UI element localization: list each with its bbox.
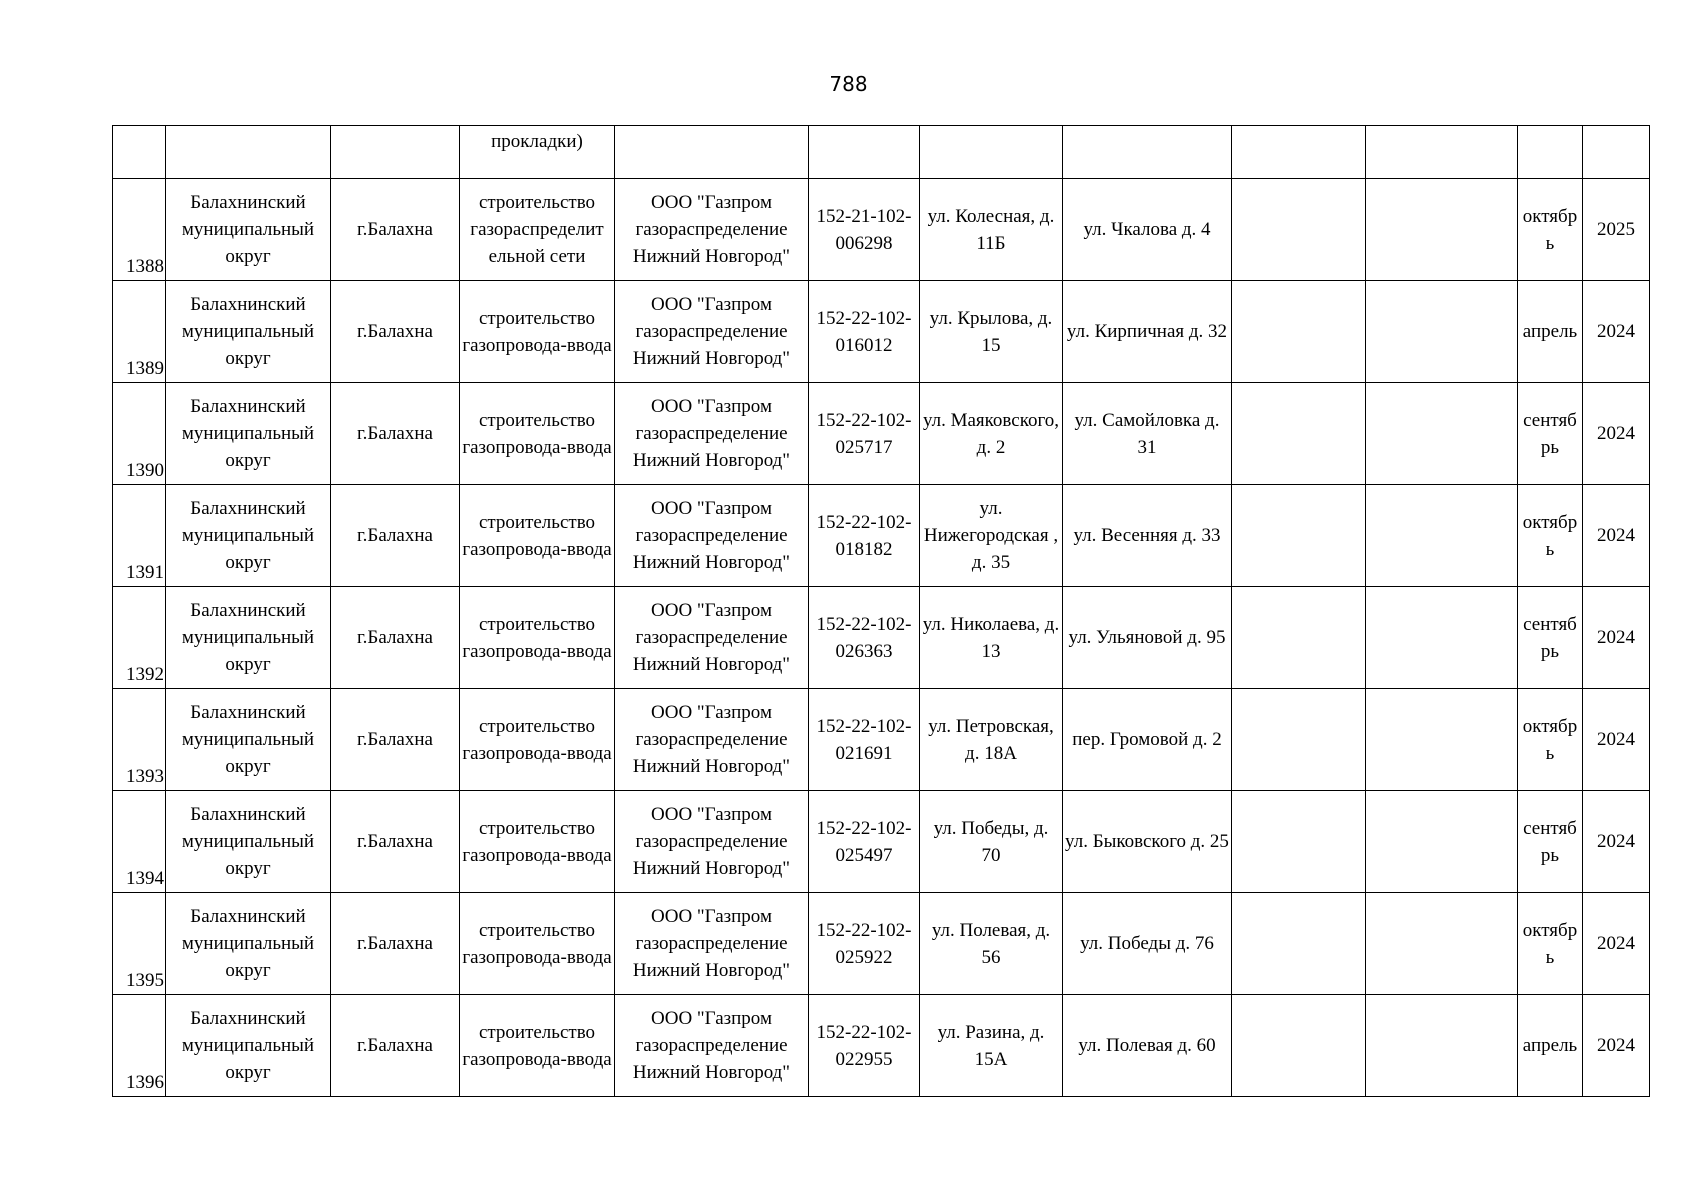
cell-district: Балахнинский муниципальный округ — [166, 383, 331, 485]
cell-month: сентяб рь — [1518, 383, 1583, 485]
cell-num: 1389 — [113, 281, 166, 383]
cell-district: Балахнинский муниципальный округ — [166, 893, 331, 995]
cell-extra2 — [1366, 383, 1518, 485]
cell-extra1 — [1232, 995, 1366, 1097]
table-row — [113, 893, 1650, 995]
cell-month: октябр ь — [1518, 893, 1583, 995]
cell-num — [113, 126, 166, 179]
cell-extra2 — [1366, 689, 1518, 791]
cell-connection: ул. Самойловка д. 31 — [1063, 383, 1232, 485]
cell-extra1 — [1232, 689, 1366, 791]
cell-extra1 — [1232, 485, 1366, 587]
table-row — [113, 383, 1650, 485]
cell-extra2 — [1366, 126, 1518, 179]
cell-address: ул. Полевая, д. 56 — [920, 893, 1063, 995]
cell-code: 152-22-102-026363 — [809, 587, 920, 689]
cell-extra2 — [1366, 587, 1518, 689]
cell-connection: пер. Громовой д. 2 — [1063, 689, 1232, 791]
cell-city: г.Балахна — [331, 791, 460, 893]
cell-work: строительство газопровода-ввода — [460, 893, 615, 995]
cell-address: ул. Победы, д. 70 — [920, 791, 1063, 893]
cell-extra1 — [1232, 791, 1366, 893]
cell-owner: ООО "Газпром газораспределение Нижний Новгород" — [615, 587, 809, 689]
table-row — [113, 791, 1650, 893]
table-body — [113, 126, 1650, 1097]
cell-num: 1392 — [113, 587, 166, 689]
table-row — [113, 485, 1650, 587]
cell-extra1 — [1232, 893, 1366, 995]
cell-work: строительство газопровода-ввода — [460, 383, 615, 485]
cell-district: Балахнинский муниципальный округ — [166, 485, 331, 587]
cell-year: 2024 — [1583, 587, 1650, 689]
cell-district — [166, 126, 331, 179]
cell-connection: ул. Чкалова д. 4 — [1063, 179, 1232, 281]
cell-owner: ООО "Газпром газораспределение Нижний Новгород" — [615, 893, 809, 995]
cell-owner — [615, 126, 809, 179]
cell-city: г.Балахна — [331, 383, 460, 485]
cell-year — [1583, 126, 1650, 179]
cell-owner: ООО "Газпром газораспределение Нижний Новгород" — [615, 179, 809, 281]
cell-extra1 — [1232, 281, 1366, 383]
cell-address: ул. Крылова, д. 15 — [920, 281, 1063, 383]
table-row — [113, 587, 1650, 689]
cell-address: ул. Николаева, д. 13 — [920, 587, 1063, 689]
cell-extra1 — [1232, 126, 1366, 179]
cell-extra2 — [1366, 893, 1518, 995]
cell-num: 1388 — [113, 179, 166, 281]
cell-address: ул. Петровская, д. 18А — [920, 689, 1063, 791]
cell-city: г.Балахна — [331, 587, 460, 689]
cell-year: 2024 — [1583, 383, 1650, 485]
cell-work: строительство газопровода-ввода — [460, 995, 615, 1097]
cell-address: ул. Колесная, д. 11Б — [920, 179, 1063, 281]
cell-month: сентяб рь — [1518, 791, 1583, 893]
cell-connection: ул. Быковского д. 25 — [1063, 791, 1232, 893]
cell-district: Балахнинский муниципальный округ — [166, 689, 331, 791]
continuation-row — [113, 126, 1650, 179]
cell-owner: ООО "Газпром газораспределение Нижний Новгород" — [615, 281, 809, 383]
cell-connection: ул. Победы д. 76 — [1063, 893, 1232, 995]
cell-year: 2024 — [1583, 893, 1650, 995]
cell-address — [920, 126, 1063, 179]
cell-num: 1395 — [113, 893, 166, 995]
cell-city: г.Балахна — [331, 995, 460, 1097]
cell-month: апрель — [1518, 281, 1583, 383]
cell-month: октябр ь — [1518, 485, 1583, 587]
cell-year: 2024 — [1583, 791, 1650, 893]
cell-extra2 — [1366, 995, 1518, 1097]
gas-connection-table — [112, 125, 1650, 1097]
cell-month: октябр ь — [1518, 179, 1583, 281]
cell-code: 152-22-102-022955 — [809, 995, 920, 1097]
cell-address: ул. Нижегородская , д. 35 — [920, 485, 1063, 587]
cell-district: Балахнинский муниципальный округ — [166, 179, 331, 281]
page-number: 788 — [829, 72, 868, 96]
cell-extra2 — [1366, 179, 1518, 281]
cell-city: г.Балахна — [331, 281, 460, 383]
cell-connection: ул. Ульяновой д. 95 — [1063, 587, 1232, 689]
table-row — [113, 995, 1650, 1097]
cell-month: апрель — [1518, 995, 1583, 1097]
cell-connection — [1063, 126, 1232, 179]
cell-address: ул. Разина, д. 15А — [920, 995, 1063, 1097]
cell-num: 1393 — [113, 689, 166, 791]
cell-city: г.Балахна — [331, 179, 460, 281]
cell-owner: ООО "Газпром газораспределение Нижний Новгород" — [615, 689, 809, 791]
cell-num: 1390 — [113, 383, 166, 485]
cell-extra2 — [1366, 791, 1518, 893]
cell-owner: ООО "Газпром газораспределение Нижний Новгород" — [615, 485, 809, 587]
cell-city: г.Балахна — [331, 893, 460, 995]
cell-city — [331, 126, 460, 179]
cell-work: строительство газопровода-ввода — [460, 689, 615, 791]
cell-work: строительство газопровода-ввода — [460, 587, 615, 689]
cell-district: Балахнинский муниципальный округ — [166, 995, 331, 1097]
table-row — [113, 689, 1650, 791]
cell-year: 2024 — [1583, 281, 1650, 383]
table-row — [113, 281, 1650, 383]
cell-num: 1396 — [113, 995, 166, 1097]
cell-work: строительство газопровода-ввода — [460, 281, 615, 383]
cell-connection: ул. Полевая д. 60 — [1063, 995, 1232, 1097]
cell-code: 152-22-102-021691 — [809, 689, 920, 791]
cell-district: Балахнинский муниципальный округ — [166, 587, 331, 689]
cell-code: 152-22-102-025922 — [809, 893, 920, 995]
cell-extra1 — [1232, 587, 1366, 689]
cell-extra1 — [1232, 383, 1366, 485]
cell-extra2 — [1366, 281, 1518, 383]
cell-city: г.Балахна — [331, 485, 460, 587]
cell-city: г.Балахна — [331, 689, 460, 791]
cell-code — [809, 126, 920, 179]
cell-year: 2024 — [1583, 689, 1650, 791]
cell-num: 1391 — [113, 485, 166, 587]
cell-work: строительство газораспределит ельной сети — [460, 179, 615, 281]
cell-year: 2025 — [1583, 179, 1650, 281]
cell-code: 152-22-102-025717 — [809, 383, 920, 485]
cell-work: прокладки) — [460, 126, 615, 179]
cell-year: 2024 — [1583, 995, 1650, 1097]
cell-code: 152-22-102-018182 — [809, 485, 920, 587]
cell-month: сентяб рь — [1518, 587, 1583, 689]
cell-code: 152-22-102-025497 — [809, 791, 920, 893]
cell-month — [1518, 126, 1583, 179]
cell-num: 1394 — [113, 791, 166, 893]
cell-work: строительство газопровода-ввода — [460, 485, 615, 587]
cell-owner: ООО "Газпром газораспределение Нижний Новгород" — [615, 791, 809, 893]
cell-district: Балахнинский муниципальный округ — [166, 791, 331, 893]
cell-code: 152-22-102-016012 — [809, 281, 920, 383]
table-row — [113, 179, 1650, 281]
cell-extra1 — [1232, 179, 1366, 281]
cell-owner: ООО "Газпром газораспределение Нижний Новгород" — [615, 383, 809, 485]
cell-connection: ул. Весенняя д. 33 — [1063, 485, 1232, 587]
cell-month: октябр ь — [1518, 689, 1583, 791]
cell-code: 152-21-102-006298 — [809, 179, 920, 281]
cell-address: ул. Маяковского, д. 2 — [920, 383, 1063, 485]
cell-district: Балахнинский муниципальный округ — [166, 281, 331, 383]
cell-owner: ООО "Газпром газораспределение Нижний Новгород" — [615, 995, 809, 1097]
cell-work: строительство газопровода-ввода — [460, 791, 615, 893]
cell-extra2 — [1366, 485, 1518, 587]
cell-year: 2024 — [1583, 485, 1650, 587]
cell-connection: ул. Кирпичная д. 32 — [1063, 281, 1232, 383]
